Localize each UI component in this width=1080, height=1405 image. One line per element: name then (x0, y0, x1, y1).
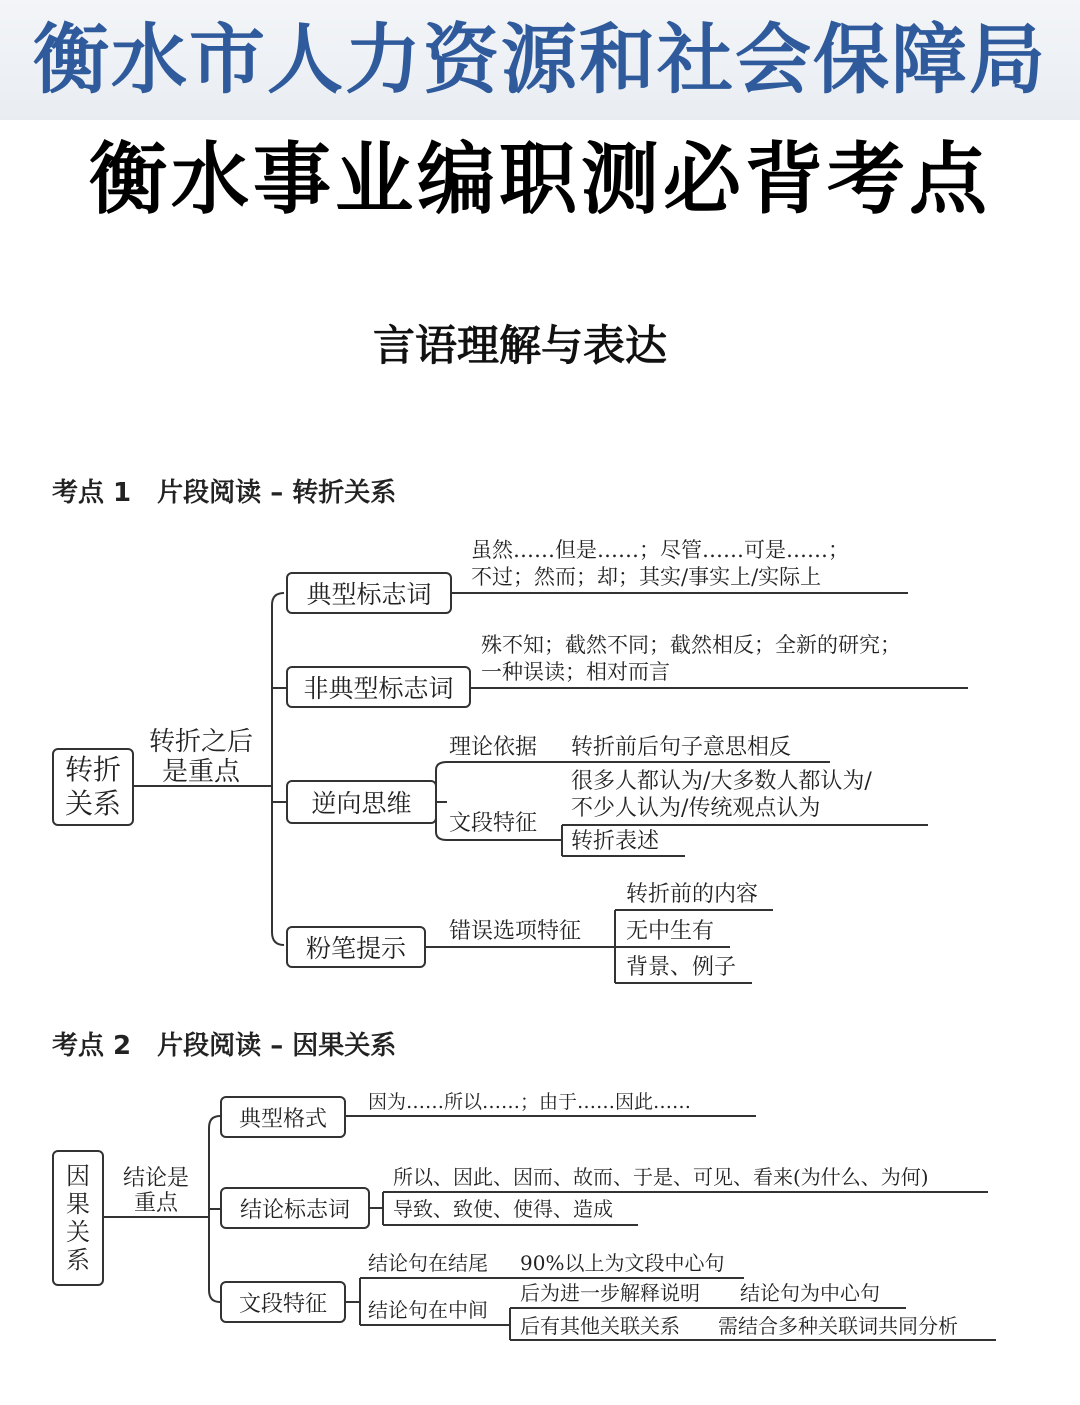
root-node-transition (52, 748, 134, 826)
node-label: 粉笔提示 (305, 934, 406, 963)
section-subtitle: 言语理解与表达 (372, 321, 667, 370)
root-node-causal (52, 1150, 104, 1286)
node-typical-format (220, 1096, 346, 1138)
conclusion-mid-label: 结论句在中间 (368, 1298, 488, 1322)
mid-item-b: 需结合多种关联词共同分析 (718, 1314, 958, 1338)
mid-item-a: 后有其他关联关系 (520, 1314, 680, 1338)
conclusion-end-label: 结论句在结尾 (368, 1251, 488, 1275)
root-note-line: 结论是 (122, 1166, 189, 1191)
root-note-line: 是重点 (161, 757, 240, 787)
feature-text (571, 768, 872, 822)
section2-heading: 考点 2 片段阅读 – 因果关系 (52, 1031, 397, 1061)
text-line: 很多人都认为/大多数人都认为/ (571, 769, 872, 794)
node-conclusion-markers (220, 1187, 370, 1229)
feature-item2: 转折表述 (571, 829, 660, 854)
root-note-line: 转折之后 (148, 727, 253, 757)
node-reverse-thinking (286, 780, 437, 824)
typical-markers-text (471, 537, 849, 591)
text-line: 虽然……但是……；尽管……可是……； (471, 538, 849, 562)
mid-item-a: 后为进一步解释说明 (520, 1281, 700, 1305)
node-label: 非典型标志词 (303, 674, 454, 703)
node-label: 逆向思维 (311, 789, 412, 818)
text-line: 一种误读；相对而言 (481, 660, 670, 684)
wrong-option-item: 背景、例子 (626, 955, 737, 980)
node-fenbi-tip (286, 926, 426, 968)
page-title: 衡水事业编职测必背考点 (88, 135, 991, 225)
conclusion-markers-line2: 导致、致使、使得、造成 (393, 1197, 613, 1221)
root-node-label: 转折关系 (64, 753, 121, 820)
root-node-label: 因果关系 (66, 1162, 90, 1274)
node-label: 典型标志词 (306, 580, 432, 609)
section1-heading: 考点 1 片段阅读 – 转折关系 (52, 478, 397, 508)
root-note (148, 727, 254, 787)
wrong-option-label: 错误选项特征 (449, 919, 582, 944)
feature-label: 文段特征 (449, 811, 538, 836)
theory-text: 转折前后句子意思相反 (571, 735, 792, 760)
atypical-markers-text (481, 632, 901, 686)
wrong-option-item: 无中生有 (626, 919, 715, 944)
root-note (116, 1166, 196, 1216)
conclusion-end-text: 90%以上为文段中心句 (520, 1251, 725, 1275)
typical-format-text: 因为……所以……；由于……因此…… (368, 1091, 692, 1113)
conclusion-markers-line1: 所以、因此、因而、故而、于是、可见、看来(为什么、为何) (393, 1165, 929, 1189)
node-atypical-markers (286, 666, 471, 708)
mid-item-b: 结论句为中心句 (740, 1281, 880, 1305)
wrong-option-item: 转折前的内容 (626, 882, 759, 907)
text-line: 不少人认为/传统观点认为 (571, 796, 821, 821)
text-line: 殊不知；截然不同；截然相反；全新的研究； (481, 633, 901, 657)
node-typical-markers (286, 572, 452, 614)
node-label: 典型格式 (238, 1106, 327, 1132)
node-passage-features (220, 1281, 346, 1323)
node-label: 文段特征 (238, 1291, 327, 1317)
root-note-line: 重点 (133, 1191, 178, 1216)
banner-title: 衡水市人力资源和社会保障局 (33, 15, 1047, 104)
text-line: 不过；然而；却；其实/事实上/实际上 (471, 565, 822, 589)
theory-label: 理论依据 (449, 735, 538, 760)
node-label: 结论标志词 (239, 1197, 350, 1223)
